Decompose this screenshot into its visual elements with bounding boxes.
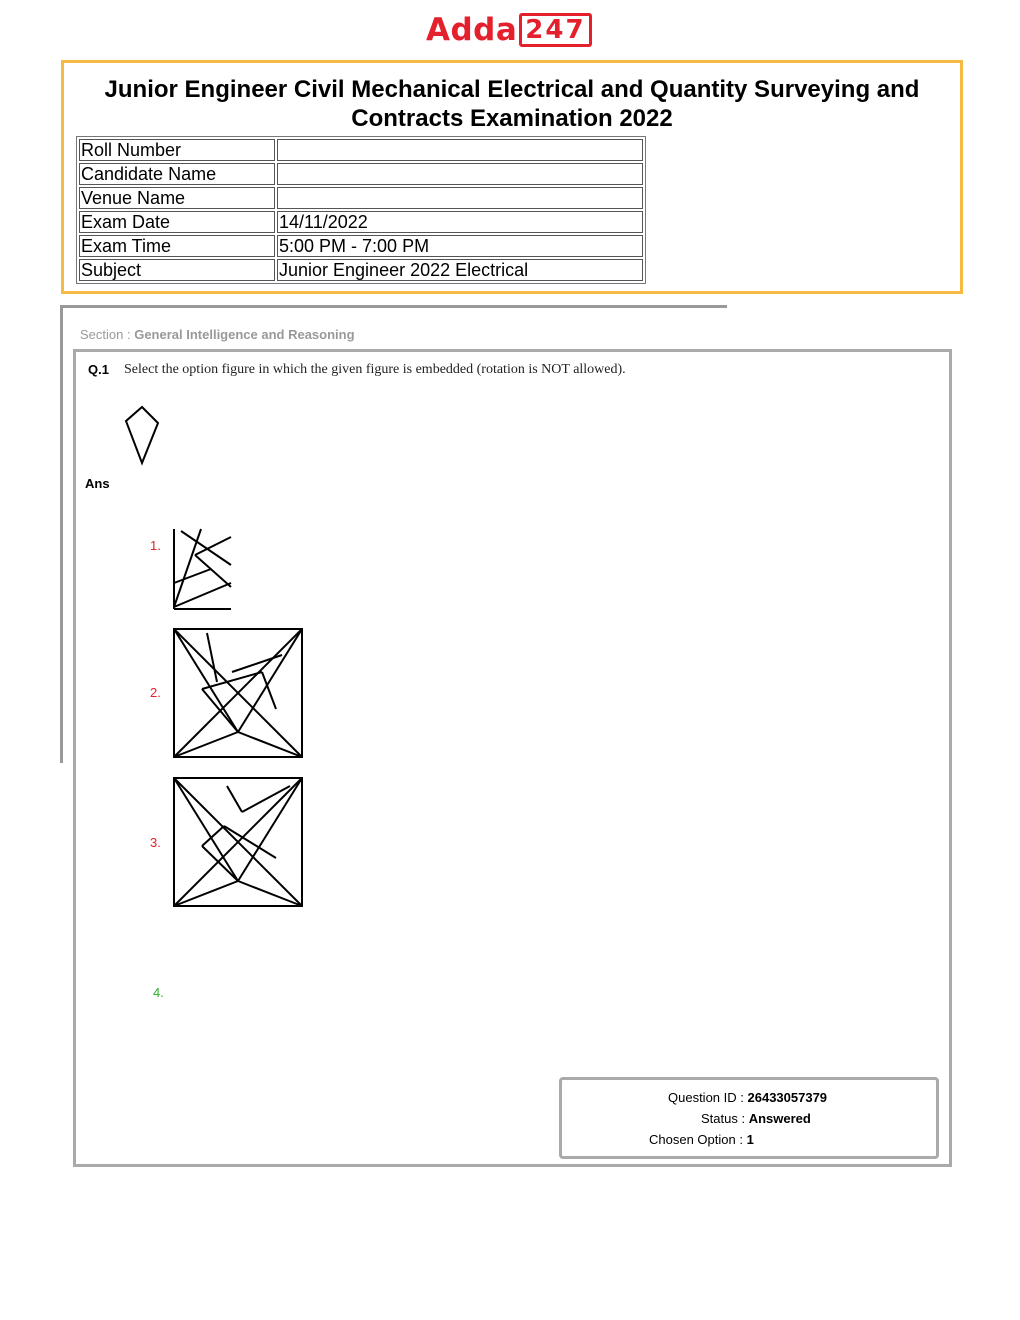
table-row (79, 187, 643, 209)
question-text: Select the option figure in which the given figure is embedded (rotation is NOT allowed). (124, 362, 626, 377)
logo-number: 247 (519, 13, 591, 47)
info-label: Roll Number (79, 139, 275, 161)
section-label (80, 327, 355, 342)
chosen-option-line (649, 1132, 754, 1147)
status-line (701, 1111, 811, 1126)
question-figure-kite (124, 405, 164, 467)
adda247-logo (426, 10, 592, 50)
table-row (79, 163, 643, 185)
info-label: Exam Date (79, 211, 275, 233)
option-1-number: 1. (150, 538, 161, 553)
info-value (277, 187, 643, 209)
section-name: General Intelligence and Reasoning (134, 327, 355, 342)
question-panel (73, 349, 952, 1167)
option-3-figure[interactable] (172, 776, 304, 908)
info-label: Subject (79, 259, 275, 281)
section-side-rule (60, 305, 63, 763)
status-label: Status : (701, 1111, 746, 1126)
table-row (79, 139, 643, 161)
status-value: Answered (748, 1111, 811, 1126)
info-value (277, 163, 643, 185)
section-prefix: Section : (80, 327, 135, 342)
chosen-option-value: 1 (746, 1132, 754, 1147)
option-3-number: 3. (150, 835, 161, 850)
exam-title: Junior Engineer Civil Mechanical Electrical and Quantity Surveying and Contracts Examination 2022 (104, 76, 920, 132)
info-label: Venue Name (79, 187, 275, 209)
option-2-figure[interactable] (172, 627, 304, 759)
logo-brand: Adda (426, 12, 518, 48)
info-value: 5:00 PM - 7:00 PM (277, 235, 643, 257)
table-row (79, 211, 643, 233)
table-row (79, 259, 643, 281)
section-divider (60, 305, 727, 308)
option-1-figure[interactable] (171, 527, 233, 611)
answer-label: Ans (85, 476, 110, 491)
question-id-value: 26433057379 (747, 1090, 828, 1105)
question-id-label: Question ID : (668, 1090, 744, 1105)
info-label: Candidate Name (79, 163, 275, 185)
info-value: 14/11/2022 (277, 211, 643, 233)
info-label: Exam Time (79, 235, 275, 257)
info-value (277, 139, 643, 161)
option-4-number: 4. (153, 985, 164, 1000)
question-id-line (668, 1090, 827, 1105)
exam-header (61, 60, 963, 294)
candidate-info-table (76, 136, 646, 284)
chosen-option-label: Chosen Option : (649, 1132, 743, 1147)
question-meta-box (559, 1077, 939, 1159)
info-value: Junior Engineer 2022 Electrical (277, 259, 643, 281)
table-row (79, 235, 643, 257)
option-2-number: 2. (150, 685, 161, 700)
question-number: Q.1 (88, 362, 109, 377)
